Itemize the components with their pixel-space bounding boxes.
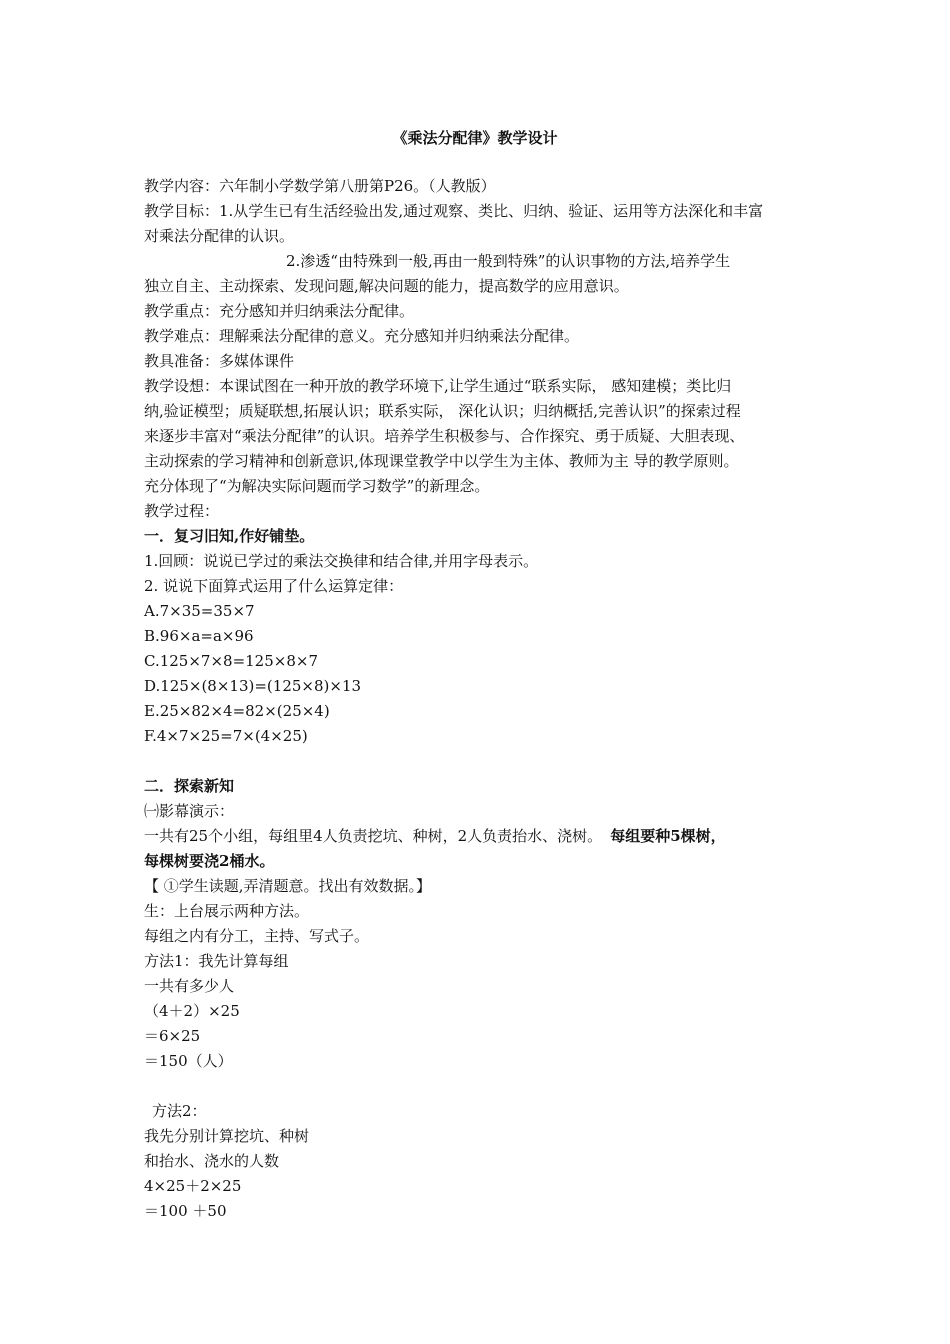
exercise-c: C.125×7×8=125×8×7 xyxy=(144,652,318,670)
review-item-2: 2. 说说下面算式运用了什么运算定律： xyxy=(144,577,404,595)
exercise-f: F.4×7×25=7×(4×25) xyxy=(144,727,308,745)
review-item-1: 1.回顾：说说已学过的乘法交换律和结合律,并用字母表示。 xyxy=(144,552,539,570)
problem-statement xyxy=(144,824,814,849)
teaching-goal-2b: 独立自主、主动探索、发现问题,解决问题的能力，提高数学的应用意识。 xyxy=(144,277,629,295)
teaching-key-point: 教学重点：充分感知并归纳乘法分配律。 xyxy=(144,302,415,320)
document-title: 《乘法分配律》教学设计 xyxy=(392,129,558,147)
teaching-goal-1b: 对乘法分配律的认识。 xyxy=(144,227,295,245)
method-2-line-3: 和抬水、浇水的人数 xyxy=(144,1152,280,1170)
method-1-title: 方法1：我先计算每组 xyxy=(144,952,289,970)
section-2-heading: 二．探索新知 xyxy=(144,777,235,795)
method-1-formula-1: （4＋2）×25 xyxy=(144,1002,240,1020)
section-1-heading: 一．复习旧知,作好铺垫。 xyxy=(144,527,315,545)
problem-part-a: 一共有25个小组，每组里4人负责挖坑、种树，2人负责抬水、浇树。 xyxy=(144,827,603,845)
blank-line xyxy=(144,1074,814,1099)
teaching-goal-2a: 2.渗透“由特殊到一般,再由一般到特殊”的认识事物的方法,培养学生 xyxy=(286,252,731,270)
teaching-idea-4: 主动探索的学习精神和创新意识,体现课堂教学中以学生为主体、教师为主 导的教学原则。 xyxy=(144,452,739,470)
exercise-a: A.7×35=35×7 xyxy=(144,602,255,620)
method-2-formula-1: 4×25＋2×25 xyxy=(144,1177,242,1195)
method-2-title: 方法2： xyxy=(152,1102,207,1120)
teaching-content: 教学内容：六年制小学数学第八册第P26。（人教版） xyxy=(144,177,496,195)
teaching-difficulty: 教学难点：理解乘法分配律的意义。充分感知并归纳乘法分配律。 xyxy=(144,327,580,345)
group-division: 每组之内有分工，主持、写式子。 xyxy=(144,927,370,945)
teaching-goal-1a: 教学目标：1.从学生已有生活经验出发,通过观察、类比、归纳、验证、运用等方法深化和丰富 xyxy=(144,202,764,220)
method-1-line-2: 一共有多少人 xyxy=(144,977,235,995)
method-2-line-2: 我先分别计算挖坑、种树 xyxy=(144,1127,310,1145)
teaching-idea-1: 教学设想：本课试图在一种开放的教学环境下,让学生通过“联系实际， 感知建模；类比归 xyxy=(144,377,732,395)
exercise-d: D.125×(8×13)=(125×8)×13 xyxy=(144,677,362,695)
teaching-idea-2: 纳,验证模型；质疑联想,拓展认识；联系实际， 深化认识；归纳概括,完善认识”的探索过程 xyxy=(144,402,741,420)
method-2-formula-2: ＝100 ＋50 xyxy=(144,1202,227,1220)
teaching-idea-5: 充分体现了“为解决实际问题而学习数学”的新理念。 xyxy=(144,477,490,495)
document-body xyxy=(144,174,814,1224)
method-1-formula-2: ＝6×25 xyxy=(144,1027,201,1045)
teaching-process: 教学过程： xyxy=(144,502,220,520)
hint-bracket: 【 ①学生读题,弄清题意。找出有效数据。】 xyxy=(144,877,432,895)
problem-part-c: 每棵树要浇2桶水。 xyxy=(144,852,275,870)
blank-line xyxy=(144,749,814,774)
student-activity: 生：上台展示两种方法。 xyxy=(144,902,310,920)
slide-demo-label: ㈠影幕演示： xyxy=(144,802,235,820)
teaching-tools: 教具准备：多媒体课件 xyxy=(144,352,295,370)
exercise-b: B.96×a=a×96 xyxy=(144,627,254,645)
teaching-idea-3: 来逐步丰富对“乘法分配律”的认识。培养学生积极参与、合作探究、勇于质疑、大胆表现、 xyxy=(144,427,745,445)
problem-part-b: 每组要种5棵树， xyxy=(610,827,726,845)
exercise-e: E.25×82×4=82×(25×4) xyxy=(144,702,330,720)
method-1-result: ＝150（人） xyxy=(144,1052,233,1070)
